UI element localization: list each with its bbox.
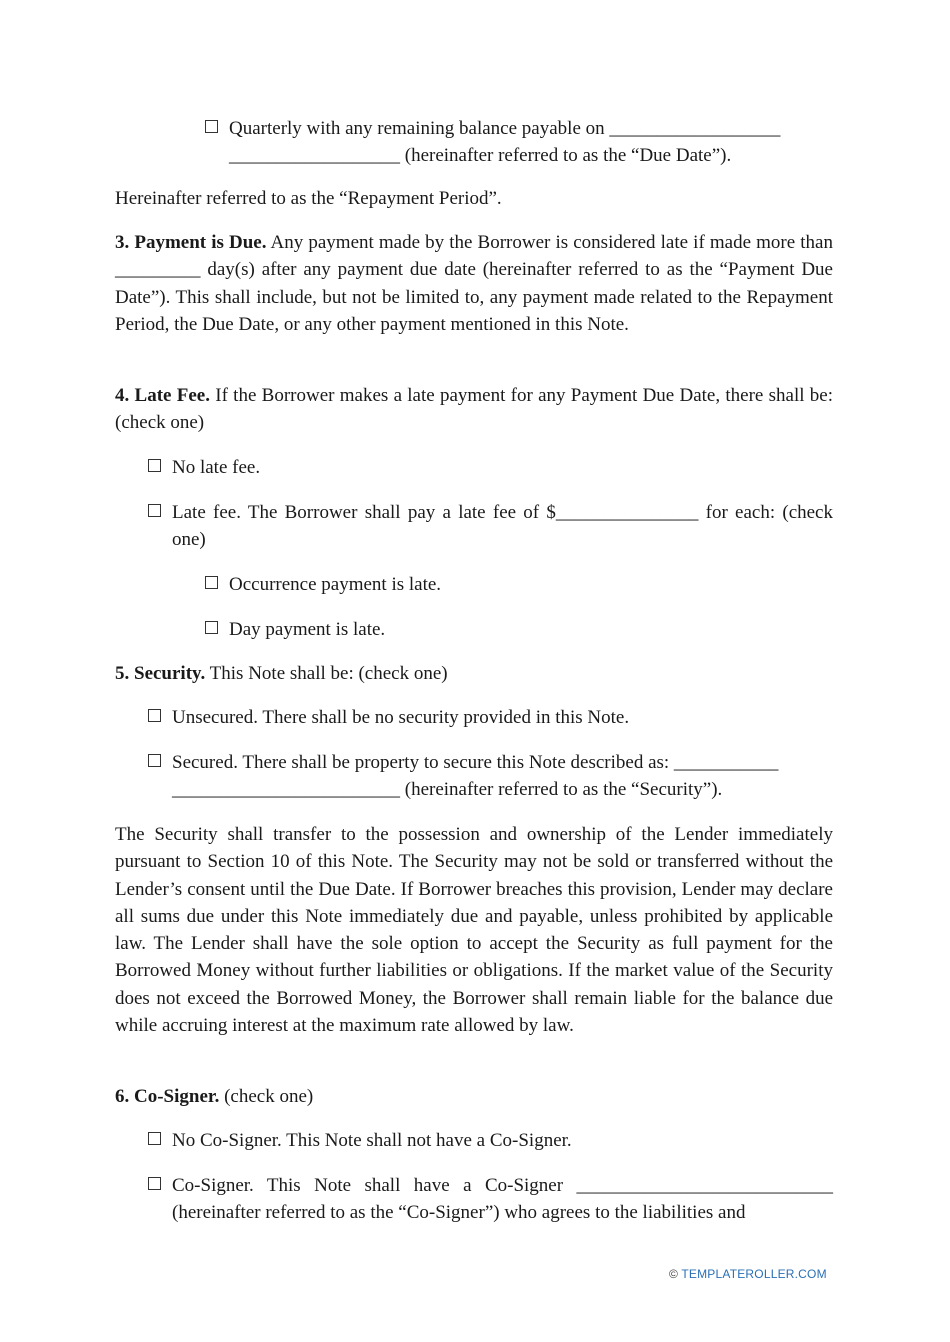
unsecured-option <box>148 704 833 731</box>
occurrence-label: Occurrence payment is late. <box>229 574 442 595</box>
section-4-body: If the Borrower makes a late payment for any Payment Due Date, there shall be: (check one) <box>115 385 834 434</box>
no-late-fee-label: No late fee. <box>172 457 261 478</box>
secured-option <box>148 749 833 804</box>
section-4-heading: 4. Late Fee. <box>115 385 210 406</box>
unsecured-label: Unsecured. There shall be no security provided in this Note. <box>172 707 630 728</box>
footer-credit <box>669 1267 827 1281</box>
section-5-body: This Note shall be: (check one) <box>209 663 448 684</box>
cosigner-label: Co-Signer. This Note shall have a Co-Signer ___________________________ (hereinafter referred to as the “Co-Signer”) who agrees to the liabilities and <box>172 1175 833 1224</box>
section-6 <box>115 1083 833 1110</box>
section-3-heading: 3. Payment is Due. <box>115 232 267 253</box>
day-checkbox[interactable] <box>205 621 218 634</box>
late-fee-option <box>148 499 833 554</box>
day-label: Day payment is late. <box>229 619 386 640</box>
section-4 <box>115 382 833 437</box>
cosigner-option <box>148 1172 833 1227</box>
section-5-heading: 5. Security. <box>115 663 206 684</box>
quarterly-option <box>205 115 833 170</box>
quarterly-line2: __________________ (hereinafter referred to as the “Due Date”). <box>229 145 732 167</box>
secured-checkbox[interactable] <box>148 754 161 767</box>
cosigner-checkbox[interactable] <box>148 1177 161 1190</box>
occurrence-checkbox[interactable] <box>205 576 218 589</box>
occurrence-option <box>205 571 833 598</box>
section-6-heading: 6. Co-Signer. <box>115 1086 220 1107</box>
day-option <box>205 616 833 643</box>
repayment-period-text: Hereinafter referred to as the “Repayment Period”. <box>115 188 502 209</box>
quarterly-checkbox[interactable] <box>205 120 218 133</box>
late-fee-label: Late fee. The Borrower shall pay a late fee of $_______________ for each: (check one) <box>172 502 833 551</box>
secured-line2: ________________________ (hereinafter referred to as the “Security”). <box>172 779 723 801</box>
no-cosigner-label: No Co-Signer. This Note shall not have a Co-Signer. <box>172 1130 572 1151</box>
security-paragraph: The Security shall transfer to the possession and ownership of the Lender immediately pursuant to Section 10 of this Note. The Security may not be sold or transferred without the Lender’s consent until the Due Date. If Borrower breaches this provision, Lender may declare all sums due under this Note immediately due and payable, unless prohibited by applicable law. The Lender shall have the sole option to accept the Security as full payment for the Borrowed Money without further liabilities or obligations. If the market value of the Security does not exceed the Borrowed Money, the Borrower shall remain liable for the balance due while accruing interest at the maximum rate allowed by law. <box>115 824 833 1037</box>
secured-line1: Secured. There shall be property to secure this Note described as: ___________ <box>172 752 779 773</box>
section-5 <box>115 660 833 687</box>
quarterly-line1: Quarterly with any remaining balance payable on __________________ <box>229 118 781 139</box>
late-fee-checkbox[interactable] <box>148 504 161 517</box>
no-late-fee-option <box>148 454 833 481</box>
section-3 <box>115 229 833 338</box>
no-late-fee-checkbox[interactable] <box>148 459 161 472</box>
unsecured-checkbox[interactable] <box>148 709 161 722</box>
no-cosigner-checkbox[interactable] <box>148 1132 161 1145</box>
copyright-symbol: © <box>669 1267 679 1281</box>
section-6-body: (check one) <box>224 1086 314 1107</box>
no-cosigner-option <box>148 1127 833 1154</box>
footer-link[interactable]: TEMPLATEROLLER.COM <box>681 1267 827 1281</box>
section-3-body: Any payment made by the Borrower is considered late if made more than _________ day(s) after any payment due date (hereinafter referred to as the “Payment Due Date”). This shall include, but not be limited to, any payment made related to the Repayment Period, the Due Date, or any other payment mentioned in this Note. <box>115 232 833 335</box>
